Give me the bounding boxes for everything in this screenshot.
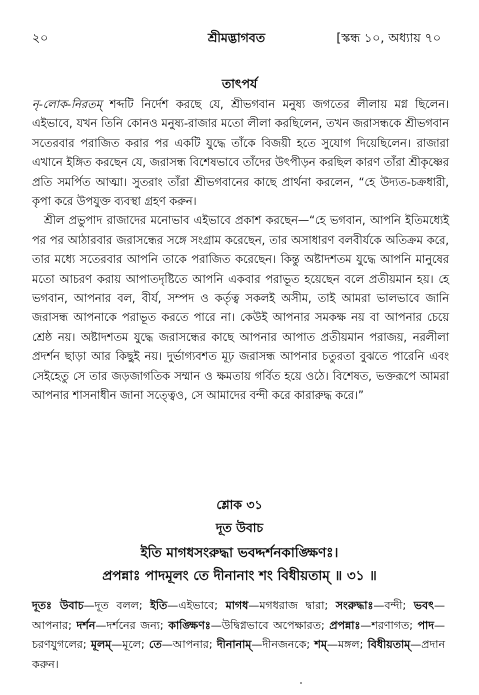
synonym-entry <box>76 619 168 632</box>
synonym-meaning: —মগধরাজ দ্বারা; <box>248 599 336 612</box>
synonym-meaning: —এইভাবে; <box>167 599 226 612</box>
synonym-word: শম্ <box>314 638 328 651</box>
synonym-word: প্রপন্নাঃ <box>329 618 361 632</box>
word-for-word-synonyms <box>32 596 445 674</box>
purport-paragraph <box>32 95 449 211</box>
synonym-entry <box>149 638 217 651</box>
verse-line-1: ইতি মাগধসংরুদ্ধা ভবদ্দর্শনকাঙ্ক্ষিণঃ। <box>140 545 339 561</box>
synonym-meaning: —বন্দী; <box>373 599 414 612</box>
synonym-word: ভবৎ <box>413 599 434 612</box>
synonym-word: কাঙ্ক্ষিণঃ <box>168 618 211 632</box>
synonym-meaning: —চরণযুগলের; <box>32 618 445 651</box>
page-header <box>32 30 441 50</box>
purport-paragraph-text: শব্দটি নির্দেশ করছে যে, শ্রীভগবান মনুষ্য জগতের লীলায় মগ্ন ছিলেন। এইভাবে, যখন তিনি কোনও মনুষ্য-রাজার মতো লীলা করছিলেন, তখন জরাসন্ধকে শ্রীভগবান সতেরবার পরাজিত করার পর একটি যুদ্ধে তাঁকে বিজয়ী হতে সুযোগ দিয়েছিলেন। রাজারা এখানে ইঙ্গিত করছেন যে, জরাসন্ধ বিশেষভাবে তাঁদের উৎপীড়ন করছিল কারণ তাঁরা শ্রীকৃষ্ণের প্রতি সমর্পিত আত্মা। সুতরাং তাঁরা শ্রীভগবানের কাছে প্রার্থনা করলেন, “হে উদ্যত-চক্রধারী, কৃপা করে উপযুক্ত ব্যবস্থা গ্রহণ করুন। <box>32 98 449 209</box>
synonym-entry <box>32 599 150 612</box>
page-mark <box>300 682 302 684</box>
synonym-meaning: —দীনজনকে; <box>251 638 315 651</box>
synonym-entry <box>150 599 225 612</box>
synonym-word: দর্শন <box>76 618 96 632</box>
synonym-meaning: —দূত বলল; <box>83 599 151 612</box>
synonym-meaning: —উদ্বিগ্নভাবে অপেক্ষারত; <box>210 618 330 632</box>
synonym-meaning: —শরণাগত; <box>360 618 418 632</box>
synonym-word: দূতঃ উবাচ <box>32 599 84 612</box>
synonym-word: পাদ <box>417 618 434 632</box>
synonym-entry <box>226 599 336 612</box>
synonym-meaning: —দর্শনের জন্য; <box>95 618 169 632</box>
synonym-entry <box>168 619 329 632</box>
synonym-word: মাগধ <box>225 599 249 612</box>
book-title: শ্রীমদ্ভাগবত <box>207 30 266 45</box>
chapter-reference: [স্কন্ধ ১০, অধ্যায় ৭০ <box>336 30 441 45</box>
synonym-word: মূলম্ <box>90 638 112 651</box>
synonym-word: তে <box>149 638 162 651</box>
synonym-entry <box>91 638 149 651</box>
synonym-meaning: —প্রদান করুন। <box>32 638 446 671</box>
verse-line-2: প্রপন্নাঃ পাদমূলং তে দীনানাং শং বিধীয়তাম্ ॥ ৩১ ॥ <box>102 568 377 584</box>
purport-title: তাৎপর্য <box>221 76 258 91</box>
verse-number: শ্লোক ৩১ <box>216 497 263 512</box>
purport-body <box>32 95 449 406</box>
synonym-entry <box>314 638 367 651</box>
synonym-entry <box>217 638 315 651</box>
purport-paragraph: শ্রীল প্রভুপাদ রাজাদের মনোভাব এইভাবে প্রকাশ করছেন—“হে ভগবান, আপনি ইতিমধ্যেই পর পর আঠারবার জরাসন্ধের সঙ্গে সংগ্রাম করেছেন, তার অসাধারণ বলবীর্যকে অতিক্রম করে, তার মধ্যে সতেরবার আপনি তাকে পরাজিত করেছেন। কিন্তু অষ্টাদশতম যুদ্ধে আপনি মানুষের মতো আচরণ করায় আপাতদৃষ্টিতে আপনি একবার পরাভূত হয়েছেন বলে প্রতীয়মান হয়। হে ভগবান, আপনার বল, বীর্য, সম্পদ ও কর্তৃত্ব সকলই অসীম, তাই আমরা ভালভাবে জানি জরাসন্ধ আপনাকে পরাভূত করতে পারে না। কেউই আপনার সমকক্ষ নয় বা আপনার চেয়ে শ্রেষ্ঠ নয়। অষ্টাদশতম যুদ্ধে জরাসন্ধের কাছে আপনার আপাত প্রতীয়মান পরাজয়, নরলীলা প্রদর্শন ছাড়া আর কিছুই নয়। দুর্ভাগ্যবশত মূঢ় জরাসন্ধ আপনার চতুরতা বুঝতে পারেনি এবং সেইহেতু সে তার জড়জাগতিক সম্মান ও ক্ষমতায় গর্বিত হয়ে ওঠে। বিশেষত, ভক্তরূপে আমরা আপনার শাসনাধীন জানা সত্ত্বেও, সে আমাদের বন্দী করে কারারুদ্ধ করে।” <box>32 214 449 403</box>
page-number: ২০ <box>32 30 49 45</box>
synonym-word: দীনানাম্ <box>216 638 252 651</box>
synonym-meaning: —আপনার; <box>32 599 445 632</box>
synonym-meaning: —মঙ্গল; <box>327 638 368 651</box>
synonym-entry <box>329 619 417 632</box>
synonym-word: ইতি <box>150 599 168 612</box>
synonym-word: বিধীয়তাম্ <box>367 638 411 651</box>
synonym-meaning: —আপনার; <box>161 638 217 651</box>
verse-speaker: দূত উবাচ <box>215 520 264 535</box>
synonym-word: সংরুদ্ধাঃ <box>335 599 374 612</box>
synonym-meaning: —মূলে; <box>111 638 150 651</box>
purport-lead-phrase: নৃ-লোক-নিরতম্ <box>32 98 103 111</box>
synonym-entry <box>336 599 414 612</box>
